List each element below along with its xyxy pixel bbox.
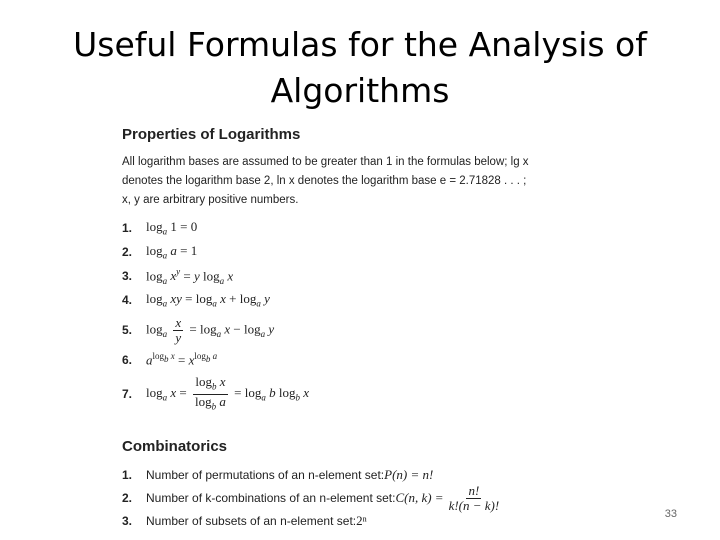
formula-sheet	[122, 126, 622, 531]
logarithms-heading: Properties of Logarithms	[122, 126, 301, 143]
intro-line-2: denotes the logarithm base 2, ln x denotes the logarithm base e = 2.71828 . . . ;	[122, 175, 527, 187]
fraction-denominator: k!(n − k)!	[448, 497, 500, 513]
item-1-text: Number of permutations of an n-element set:	[146, 468, 385, 482]
item-3-formula: 2ⁿ	[356, 513, 367, 528]
intro-line-3: x, y are arbitrary positive numbers.	[122, 194, 299, 206]
item-2-text: Number of k-combinations of an n-element set:	[146, 491, 396, 505]
formula-number: 2.	[122, 245, 133, 259]
item-number: 1.	[122, 468, 133, 482]
log-formula-5: 5. $\log_a$ $\frac{x}{y}$ = $\log_a x - \log_a y$	[122, 314, 275, 345]
formula-number: 7.	[122, 387, 133, 401]
log-formula-1: 1. $\log_a 1 = 0$	[122, 219, 198, 237]
item-number: 3.	[122, 514, 133, 528]
formula-number: 5.	[122, 323, 133, 337]
item-3-text: Number of subsets of an n-element set:	[146, 514, 357, 528]
item-2-fraction	[447, 484, 502, 513]
formula-number: 3.	[122, 269, 133, 283]
page-number: 33	[664, 508, 677, 520]
log-formula-7: 7. $\log_a x$ = $\frac{\log_b x}{\log_b a}$ = $\log_a b$ $\log_b x$	[122, 373, 309, 412]
combinatorics-item-3	[122, 511, 622, 531]
combinatorics-item-1	[122, 465, 622, 485]
formula-number: 4.	[122, 293, 133, 307]
formula-number: 1.	[122, 221, 133, 235]
log-formula-2: 2. $\log_a a = 1$	[122, 243, 198, 261]
item-number: 2.	[122, 491, 133, 505]
combinatorics-item-2	[122, 482, 622, 513]
log-formula-3: 3. $\log_a x^y = y$ $\log_a x$	[122, 266, 234, 286]
item-1-formula: P(n) = n!	[384, 467, 434, 482]
combinatorics-heading: Combinatorics	[122, 438, 228, 455]
logarithms-intro	[122, 153, 622, 210]
slide-title: Useful Formulas for the Analysis of Algorithms	[73, 25, 647, 110]
intro-line-1: All logarithm bases are assumed to be greater than 1 in the formulas below; lg x	[122, 156, 529, 168]
log-formula-4: 4. $\log_a$ xy = $\log_a x + \log_a y$	[122, 291, 270, 309]
log-formula-6: 6. $a^{log_b x} = x^{log_b a}$	[122, 351, 218, 368]
formula-number: 6.	[122, 353, 133, 367]
fraction-numerator: n!	[468, 482, 480, 498]
item-2-formula-lhs: C(n, k) =	[395, 490, 444, 505]
